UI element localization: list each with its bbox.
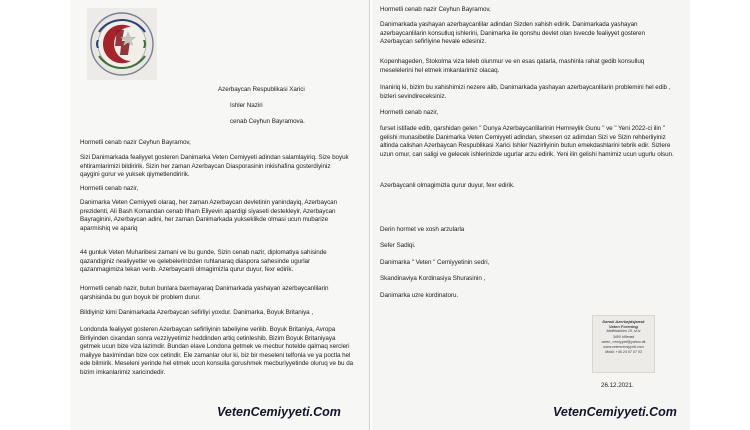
left-paragraph-3: 44 gunluk Veten Muharibesi zamani ve bu gunde, Sizin cenab nazir, diplomatiya sahisinde qazandiginiz nealiyyetler ve qelebelerinizden ruhlanaraq diaspora sahesinde ugurlar qazanmagimiza tekan verib. Azerbaycanli olmagimizla qurur duyur, fexr edirik. xyxy=(80,249,327,274)
signature-title-1: Danimarka " Veten " Cemiyyetinin sedri, xyxy=(380,259,490,266)
right-greeting: Hormetli cenab nazir Ceyhun Bayramov, xyxy=(380,6,491,13)
letter-page-left xyxy=(70,0,370,430)
signature-name: Sefer Sadiqi. xyxy=(380,242,416,249)
closing-line: Derin hormet ve xosh arzularla xyxy=(380,226,465,233)
stamp-line-6: www.vetencemiyyeti.com xyxy=(603,345,644,350)
stamp-line-5: veten_cemiyyeti@yahoo.dk xyxy=(601,339,646,344)
right-paragraph-2: Kopenhageden, Stokolma viza teleb olunmur ve en esas qatarla, mashinla rahat gedib konsulluq meselelerini hel etmek imkanlarimiz olacaq. xyxy=(380,58,645,74)
signature-title-3: Danimarka uzre kordinatoru. xyxy=(380,292,459,299)
left-footer-website-link[interactable]: VetenCemiyyeti.Com xyxy=(217,405,341,419)
left-paragraph-2: Danimarka Veten Cemiyyeti olaraq, her zaman Azerbaycan devletinin yanindayiq, Azerbaycan prezidenti, Ali Bash Komandan cenab Ilham Eliyevin apardigi siyaseti destekleyir, Azerbaycan Bayraginini, Azerbaycan adini, her zaman Danimarkada yukseklikde olmasi ucun mubarize aparmishiq ve apariq xyxy=(80,199,338,232)
right-footer-website-link[interactable]: VetenCemiyyeti.Com xyxy=(553,405,677,419)
right-paragraph-5: Azerbaycanli olmagimizla qurur duyur, fexr edirik. xyxy=(380,182,515,189)
recipient-line-1: Azerbaycan Respublikasi Xarici xyxy=(218,86,305,93)
recipient-line-2: Ishler Naziri xyxy=(230,102,263,109)
letter-page-right xyxy=(372,0,690,430)
left-paragraph-1: Sizi Danimarkada fealiyyet gosteren Danimarka Veten Cemiyyeti adindan salamlayiriq. Size boyuk ehtiramlarimizi bildiririk. Sizin her zaman Azerbaycan Diasporasinin inkishafina gosterdiyiniz qaygini gorur ve yuksek qiymetlendiririk. xyxy=(80,154,349,179)
right-greeting-2: Hormetli cenab nazir, xyxy=(380,109,439,116)
letter-date: 26.12.2021. xyxy=(601,382,634,389)
society-emblem-logo xyxy=(87,8,157,80)
left-greeting: Hormetli cenab nazir Ceyhun Bayramov, xyxy=(80,139,191,146)
organization-stamp xyxy=(592,315,655,373)
right-paragraph-3: Inaniriq ki, bizim bu xahishimizi nezere alib, Danimarkada yashayan azerbaycanlilarin problemini hel edib , bizleri sevindireceksiniz. xyxy=(380,84,671,100)
left-greeting-2: Hormetli cenab nazir, xyxy=(80,185,139,192)
stamp-line-7: Mobil: +45 24 67 07 03 xyxy=(605,350,642,355)
stamp-line-1: Dansk Azerbajdsjansk xyxy=(602,319,645,324)
stamp-line-3: Møllebakken 15, st.tv xyxy=(606,329,641,334)
recipient-line-3: cenab Ceyhun Bayramova. xyxy=(230,118,305,125)
right-paragraph-4: furset istifade edib, qarshidan gelen " Dunya Azerbaycanlilarinin Hemreylik Gunu " ve " Yeni 2022-ci ilin " gelishi munasibetile Danimarka Veten Cemiyyeti adindan, shexsen oz adimdan Sizi ve Sizin rehberliyiniz altinda calishan Azerbaycan Respublikasi Xarici Ishler Nazirliyinin butun emekdashlarini tebrik edir. Sizlere uzun omur, can saligi ve gelecek ishlerinizde ugurlar arzu edirik. Yeni ilin gelishi hamimiz ucun ugurlu olsun. xyxy=(380,125,674,158)
stamp-line-4: 3400 Hillerød xyxy=(612,334,635,339)
left-paragraph-5: Bildiyiniz kimi Danimarkada Azerbaycan sefirliyi yoxdur. Danimarka, Boyuk Britaniya , xyxy=(80,309,314,316)
signature-title-2: Skandinaviya Kordinasiya Shurasinin , xyxy=(380,275,486,282)
right-paragraph-1: Danimarkada yashayan azerbaycanlilar adindan Sizden xahish edirik. Danimarkada yashayan azerbaycanlilarin konsulluq ishlerini, Danimarka ile qonshu devlet olan Isvecde fealiyyet gosteren Azerbaycan sefirliyine hevale edesiniz. xyxy=(380,21,645,46)
left-paragraph-4: Hormetli cenab nazir, butun bunlara baxmayaraq Danimarkada yashayan azerbaycanlilarin qarshisinda bu gun boyuk bir problem durur. xyxy=(80,285,329,301)
left-paragraph-6: Londonda fealiyyet gosteren Azerbaycan sefirliyinin tabeliyine verilib. Boyuk Britaniya, Avropa Birliyinden cixandan sonra vezziyyetimiz heddinden artiq cetinleshib. Bizim Boyuk Britaniyaya getmek ucun bize viza lazimdir. Bundan elave Londona getmek ve mecbur hotelde qalmaq xercleri maliyye baximindan bize cox cetindir. Ele zamanlar olur ki, biz bir meseleni telfonla ve ya poctla hel ede bilmirik. Meseleni yerinde hel etmek ucun konsulla gorushmek mecburiyyetinde oluruq ve bu da bizim imkanlarimiz xaricindedir. xyxy=(80,326,354,376)
stamp-line-2: Vaten Forening xyxy=(609,324,638,330)
